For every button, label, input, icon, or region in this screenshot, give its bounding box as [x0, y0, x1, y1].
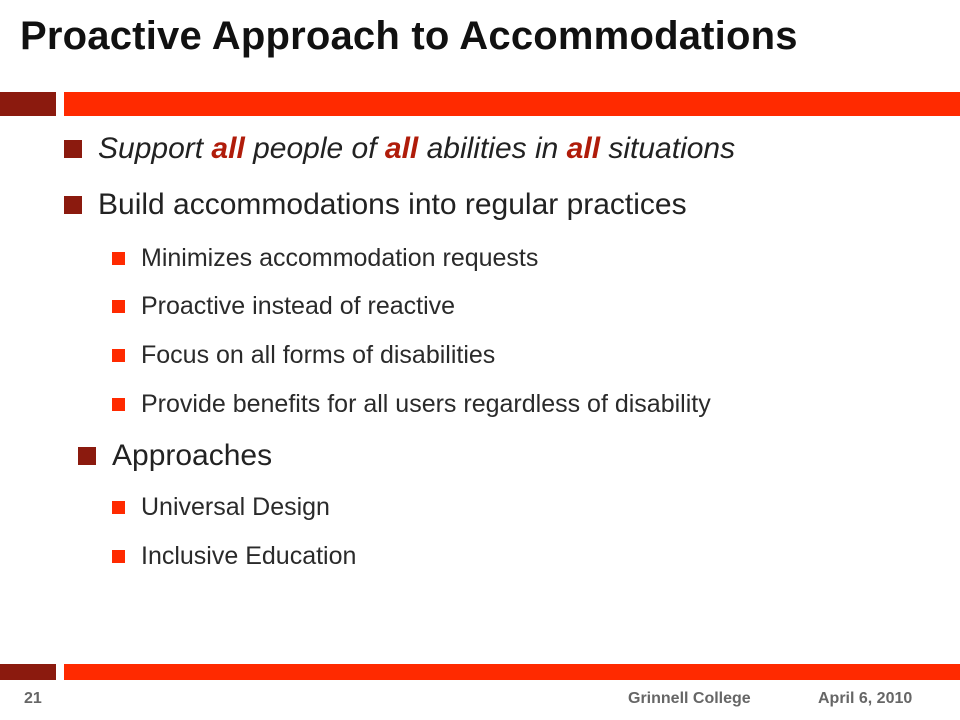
bullet-support-all	[64, 132, 735, 166]
emphasis-all: all	[211, 132, 245, 165]
square-bullet-icon	[112, 300, 125, 313]
title-rule-bright-segment	[64, 92, 960, 116]
title-rule-dark-segment	[0, 92, 56, 116]
footer-date: April 6, 2010	[818, 690, 913, 707]
square-bullet-icon	[64, 196, 82, 214]
footer-organization: Grinnell College	[628, 690, 751, 707]
sub-bullet	[112, 542, 356, 571]
bullet-text: Proactive instead of reactive	[141, 292, 456, 320]
text-segment: abilities in	[418, 132, 567, 165]
emphasis-all: all	[384, 132, 419, 165]
square-bullet-icon	[112, 398, 125, 411]
square-bullet-icon	[78, 447, 96, 465]
text-segment: people of	[244, 132, 385, 165]
sub-bullet	[112, 244, 538, 273]
emphasis-all: all	[566, 132, 601, 165]
sub-bullet	[112, 292, 455, 321]
text-segment: situations	[600, 132, 736, 165]
square-bullet-icon	[112, 550, 125, 563]
sub-bullet	[112, 341, 495, 370]
bullet-text: Provide benefits for all users regardless of disability	[141, 390, 711, 418]
bullet-approaches	[78, 439, 272, 473]
text-segment: Support	[98, 132, 212, 165]
bullet-text: Universal Design	[141, 493, 330, 521]
bullet-text: Approaches	[112, 439, 273, 472]
sub-bullet	[112, 493, 330, 522]
slide-number: 21	[24, 690, 42, 707]
footer-rule-dark-segment	[0, 664, 56, 680]
square-bullet-icon	[64, 140, 82, 158]
bullet-text: Minimizes accommodation requests	[141, 244, 539, 272]
bullet-build-accommodations	[64, 188, 687, 222]
square-bullet-icon	[112, 501, 125, 514]
square-bullet-icon	[112, 349, 125, 362]
square-bullet-icon	[112, 252, 125, 265]
footer-rule-bright-segment	[64, 664, 960, 680]
bullet-text: Inclusive Education	[141, 542, 357, 570]
bullet-text: Focus on all forms of disabilities	[141, 341, 496, 369]
sub-bullet	[112, 390, 711, 419]
bullet-text: Build accommodations into regular practices	[98, 188, 687, 221]
slide-title: Proactive Approach to Accommodations	[20, 14, 798, 58]
bullet-text	[98, 132, 735, 166]
